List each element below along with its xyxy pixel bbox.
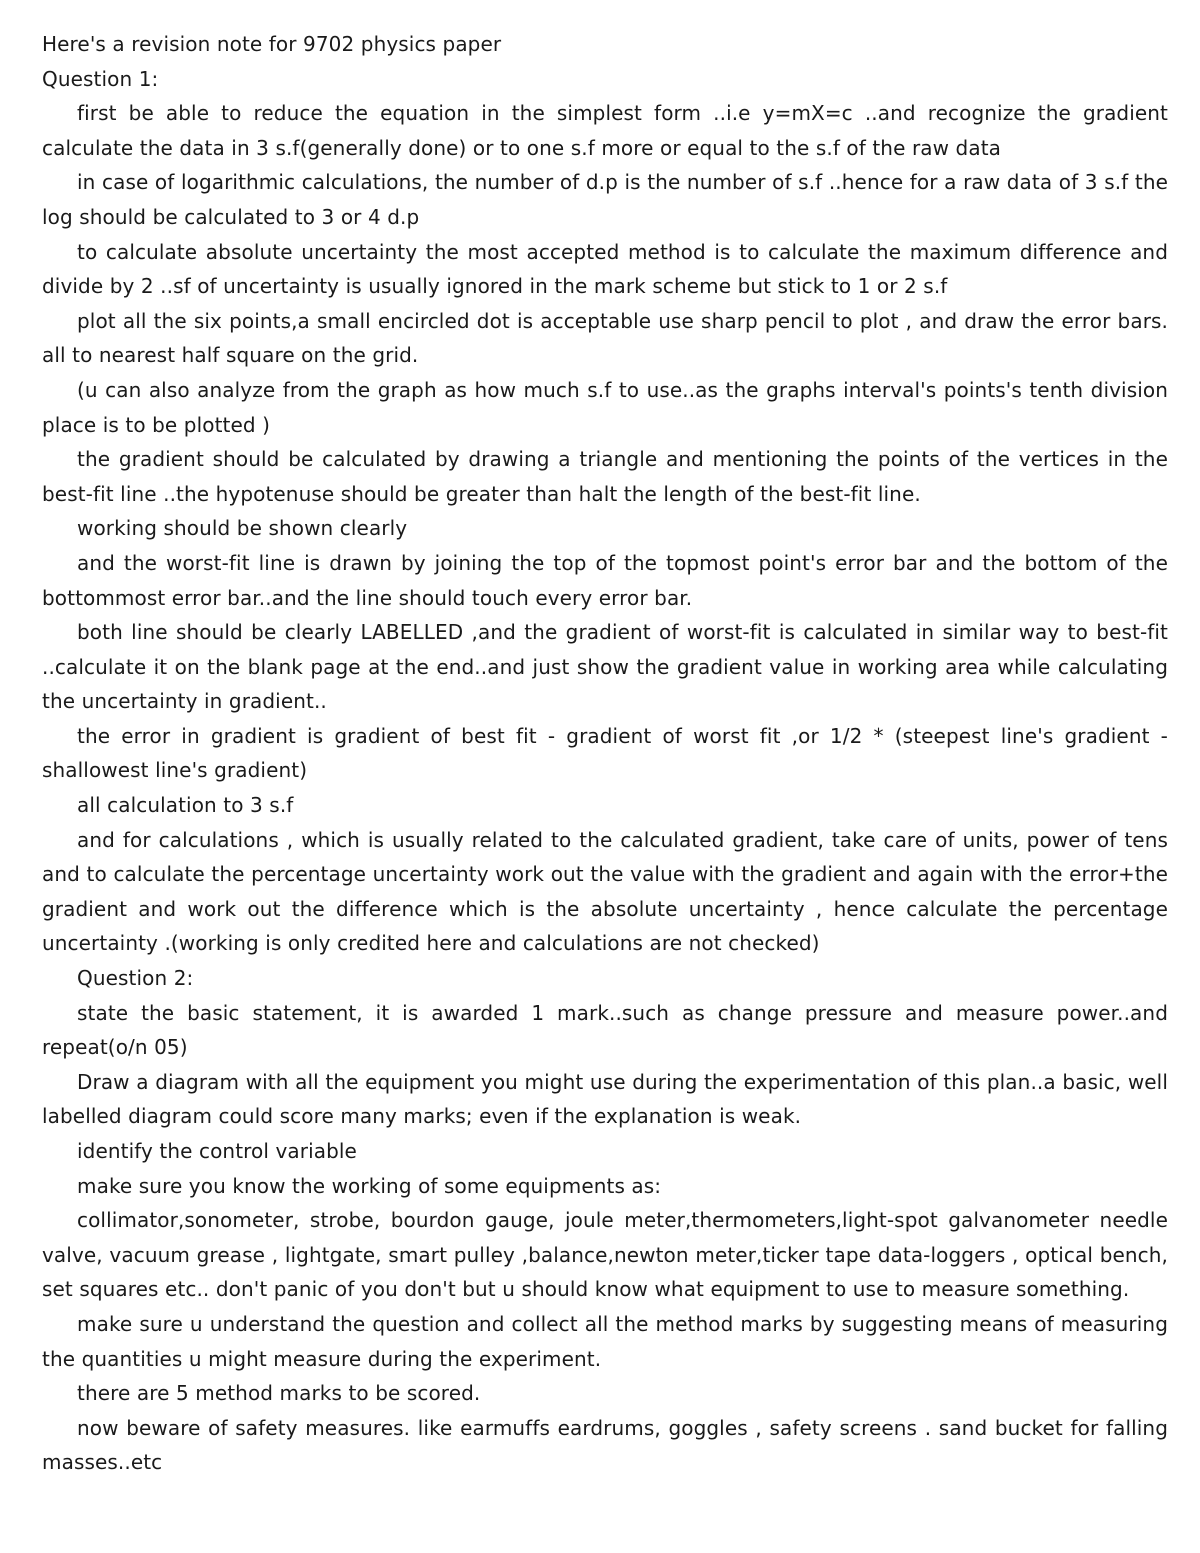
paragraph-plot-points: plot all the six points,a small encircled dot is acceptable use sharp pencil to plot , and draw the error bars. all to nearest half square on the grid. [42,308,1168,368]
paragraph-equipment-list: collimator,sonometer, strobe, bourdon gauge, joule meter,thermometers,light-spot galvanometer needle valve, vacuum grease , lightgate, smart pulley ,balance,newton meter,ticker tape data-loggers , optical bench, set squares etc.. don't panic of you don't but u should know what equipment to use to measure something. [42,1208,1168,1302]
question-1-label: Question 1: [42,66,159,91]
paragraph-equation-form: first be able to reduce the equation in the simplest form ..i.e y=mX=c ..and recognize the gradient calculate the data in 3 s.f(generally done) or to one s.f more or equal to the s.f of the raw data [42,101,1168,160]
paragraph-working-shown: working should be shown clearly [77,516,408,541]
paragraph-logarithmic: in case of logarithmic calculations, the number of d.p is the number of s.f ..hence for a raw data of 3 s.f the log should be calculated to 3 or 4 d.p [42,170,1168,229]
paragraph-equipment-intro: make sure you know the working of some equipments as: [77,1173,662,1198]
paragraph-labelled-lines: both line should be clearly LABELLED ,and the gradient of worst-fit is calculated in similar way to best-fit ..calculate it on the blank page at the end..and just show the gradient value in working area while calculating the uncertainty in gradient.. [42,620,1168,714]
document-body [42,27,1168,1480]
paragraph-method-marks: make sure u understand the question and collect all the method marks by suggesting means of measuring the quantities u might measure during the experiment. [42,1311,1168,1371]
document-heading: Here's a revision note for 9702 physics paper [42,32,502,56]
paragraph-graph-analysis: (u can also analyze from the graph as how much s.f to use..as the graphs interval's points's tenth division place is to be plotted ) [42,377,1168,437]
question-2-label: Question 2: [77,966,194,991]
paragraph-control-variable: identify the control variable [77,1139,357,1163]
paragraph-absolute-uncertainty: to calculate absolute uncertainty the most accepted method is to calculate the maximum difference and divide by 2 ..sf of uncertainty is usually ignored in the mark scheme but stick to 1 or 2 s.f [42,239,1168,299]
paragraph-worst-fit: and the worst-fit line is drawn by joining the top of the topmost point's error bar and the bottom of the bottommost error bar..and the line should touch every error bar. [42,550,1168,610]
paragraph-calculation-sf: all calculation to 3 s.f [77,793,294,818]
paragraph-percentage-uncertainty: and for calculations , which is usually related to the calculated gradient, take care of units, power of tens and to calculate the percentage uncertainty work out the value with the gradient and again with the error+the gradient and work out the difference which is the absolute uncertainty , hence calculate the percentage uncertainty .(working is only credited here and calculations are not checked) [42,827,1168,956]
paragraph-method-marks-count: there are 5 method marks to be scored. [77,1381,481,1406]
paragraph-gradient-triangle: the gradient should be calculated by drawing a triangle and mentioning the points of the vertices in the best-fit line ..the hypotenuse should be greater than halt the length of the best-fit line. [42,447,1168,506]
paragraph-draw-diagram: Draw a diagram with all the equipment you might use during the experimentation of this plan..a basic, well labelled diagram could score many marks; even if the explanation is weak. [42,1069,1168,1129]
paragraph-safety-measures: now beware of safety measures. like earmuffs eardrums, goggles , safety screens . sand bucket for falling masses..etc [42,1415,1168,1475]
paragraph-gradient-error: the error in gradient is gradient of best fit - gradient of worst fit ,or 1/2 * (steepest line's gradient - shallowest line's gradient) [42,723,1168,783]
paragraph-basic-statement: state the basic statement, it is awarded 1 mark..such as change pressure and measure power..and repeat(o/n 05) [42,1000,1168,1060]
